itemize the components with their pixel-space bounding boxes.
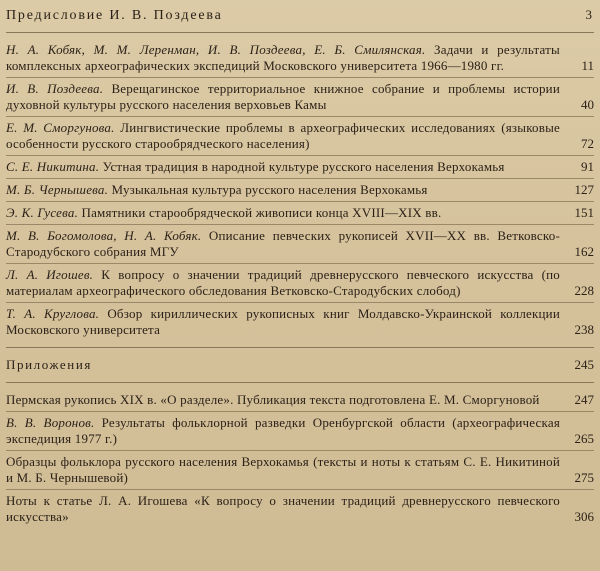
toc-entry [6, 116, 594, 155]
preface-heading [6, 4, 594, 26]
divider [6, 382, 594, 383]
toc-entry-text [6, 182, 570, 198]
toc-entry-text [6, 205, 570, 221]
toc-entry-author: И. В. Поздеева. [6, 81, 104, 96]
toc-entry-text [6, 306, 570, 338]
toc-entry-page: 72 [581, 136, 594, 151]
appendix-entry-page: 265 [574, 431, 594, 446]
toc-entry [6, 178, 594, 201]
toc-entry-title: Верещагинское территориальное книжное собрание и проблемы истории духовной культуры русского населения верховьев Камы [6, 81, 560, 112]
appendix-title: Приложения [6, 357, 92, 372]
appendix-entry [6, 450, 594, 489]
toc-entry-page: 238 [574, 322, 594, 337]
toc-entry [6, 39, 594, 77]
toc-entry-page: 151 [574, 205, 594, 220]
toc-entry-title: Обзор кириллических рукописных книг Молдавско-Украинской коллекции Московского университета [6, 306, 560, 337]
toc-entry-page: 11 [581, 58, 594, 73]
toc-entry-title: Устная традиция в народной культуре русского населения Верхокамья [99, 159, 505, 174]
appendix-entry-title: Результаты фольклорной разведки Оренбургской области (археографическая экспедиция 1977 г.) [6, 415, 561, 446]
appendix-entry-page: 247 [574, 392, 594, 407]
appendix-entry-title: Ноты к статье Л. А. Игошева «К вопросу о значении традиций древнерусского певческого искусства» [6, 493, 560, 524]
toc-entry-text [6, 42, 570, 74]
toc-entry-author: М. Б. Чернышева. [6, 182, 109, 197]
toc-entry [6, 155, 594, 178]
toc-entry-title: Лингвистические проблемы в археографических исследованиях (языковые особенности русского старообрядческого населения) [6, 120, 560, 151]
appendix-page-number: 245 [574, 357, 594, 372]
appendix-entry-page: 275 [574, 470, 594, 485]
appendix-entry-text [6, 392, 570, 408]
toc-entry [6, 201, 594, 224]
appendix-entry-page: 306 [574, 509, 594, 524]
toc-entry-text [6, 81, 570, 113]
appendix-list [6, 389, 594, 528]
appendix-entry-text [6, 454, 570, 486]
toc-entry-title: К вопросу о значении традиций древнерусского певческого искусства (по материалам археографического обследования Ветковско-Стародубских слобод) [6, 267, 560, 298]
appendix-entry [6, 411, 594, 450]
appendix-entry-title: Пермская рукопись XIX в. «О разделе». Публикация текста подготовлена Е. М. Сморгуновой [6, 392, 540, 407]
toc-entry-author: М. В. Богомолова, Н. А. Кобяк. [6, 228, 202, 243]
toc-entry-author: Е. М. Сморгунова. [6, 120, 115, 135]
appendix-entry [6, 389, 594, 411]
appendix-entry-text [6, 493, 570, 525]
toc-entry-title: Памятники старообрядческой живописи конца XVIII—XIX вв. [78, 205, 442, 220]
divider [6, 347, 594, 348]
toc-entry-title: Описание певческих рукописей XVII—XX вв. Ветковско-Стародубского собрания МГУ [6, 228, 560, 259]
toc-entry-author: Л. А. Игошев. [6, 267, 94, 282]
preface-title: Предисловие И. В. Поздеева [6, 8, 223, 23]
toc-entry-author: Э. К. Гусева. [6, 205, 79, 220]
toc-entry [6, 263, 594, 302]
toc-entry-page: 127 [574, 182, 594, 197]
toc-entry-page: 40 [581, 97, 594, 112]
toc-entry-title: Музыкальная культура русского населения Верхокамья [108, 182, 428, 197]
toc-entry [6, 77, 594, 116]
toc-entry [6, 302, 594, 341]
toc-entry-page: 91 [581, 159, 594, 174]
toc-entry-author: С. Е. Никитина. [6, 159, 100, 174]
toc-entry-text [6, 267, 570, 299]
appendix-entry-text [6, 415, 570, 447]
toc-entry-author: Н. А. Кобяк, М. М. Леренман, И. В. Поздеева, Е. Б. Смилянская. [6, 42, 426, 57]
toc-entry-text [6, 159, 570, 175]
toc-entry-author: Т. А. Круглова. [6, 306, 100, 321]
toc-entry-text [6, 228, 570, 260]
divider [6, 32, 594, 33]
appendix-heading [6, 354, 594, 376]
articles-list [6, 39, 594, 341]
toc-entry-title: Задачи и результаты комплексных археографических экспедиций Московского университета 1966—1980 гг. [6, 42, 560, 73]
toc-entry-text [6, 120, 570, 152]
appendix-entry-title: Образцы фольклора русского населения Верхокамья (тексты и ноты к статьям С. Е. Никитиной и М. Б. Чернышевой) [6, 454, 560, 485]
appendix-entry [6, 489, 594, 528]
toc-entry [6, 224, 594, 263]
toc-entry-page: 228 [574, 283, 594, 298]
appendix-entry-author: В. В. Воронов. [6, 415, 95, 430]
toc-entry-page: 162 [574, 244, 594, 259]
preface-page-number: 3 [585, 7, 592, 22]
